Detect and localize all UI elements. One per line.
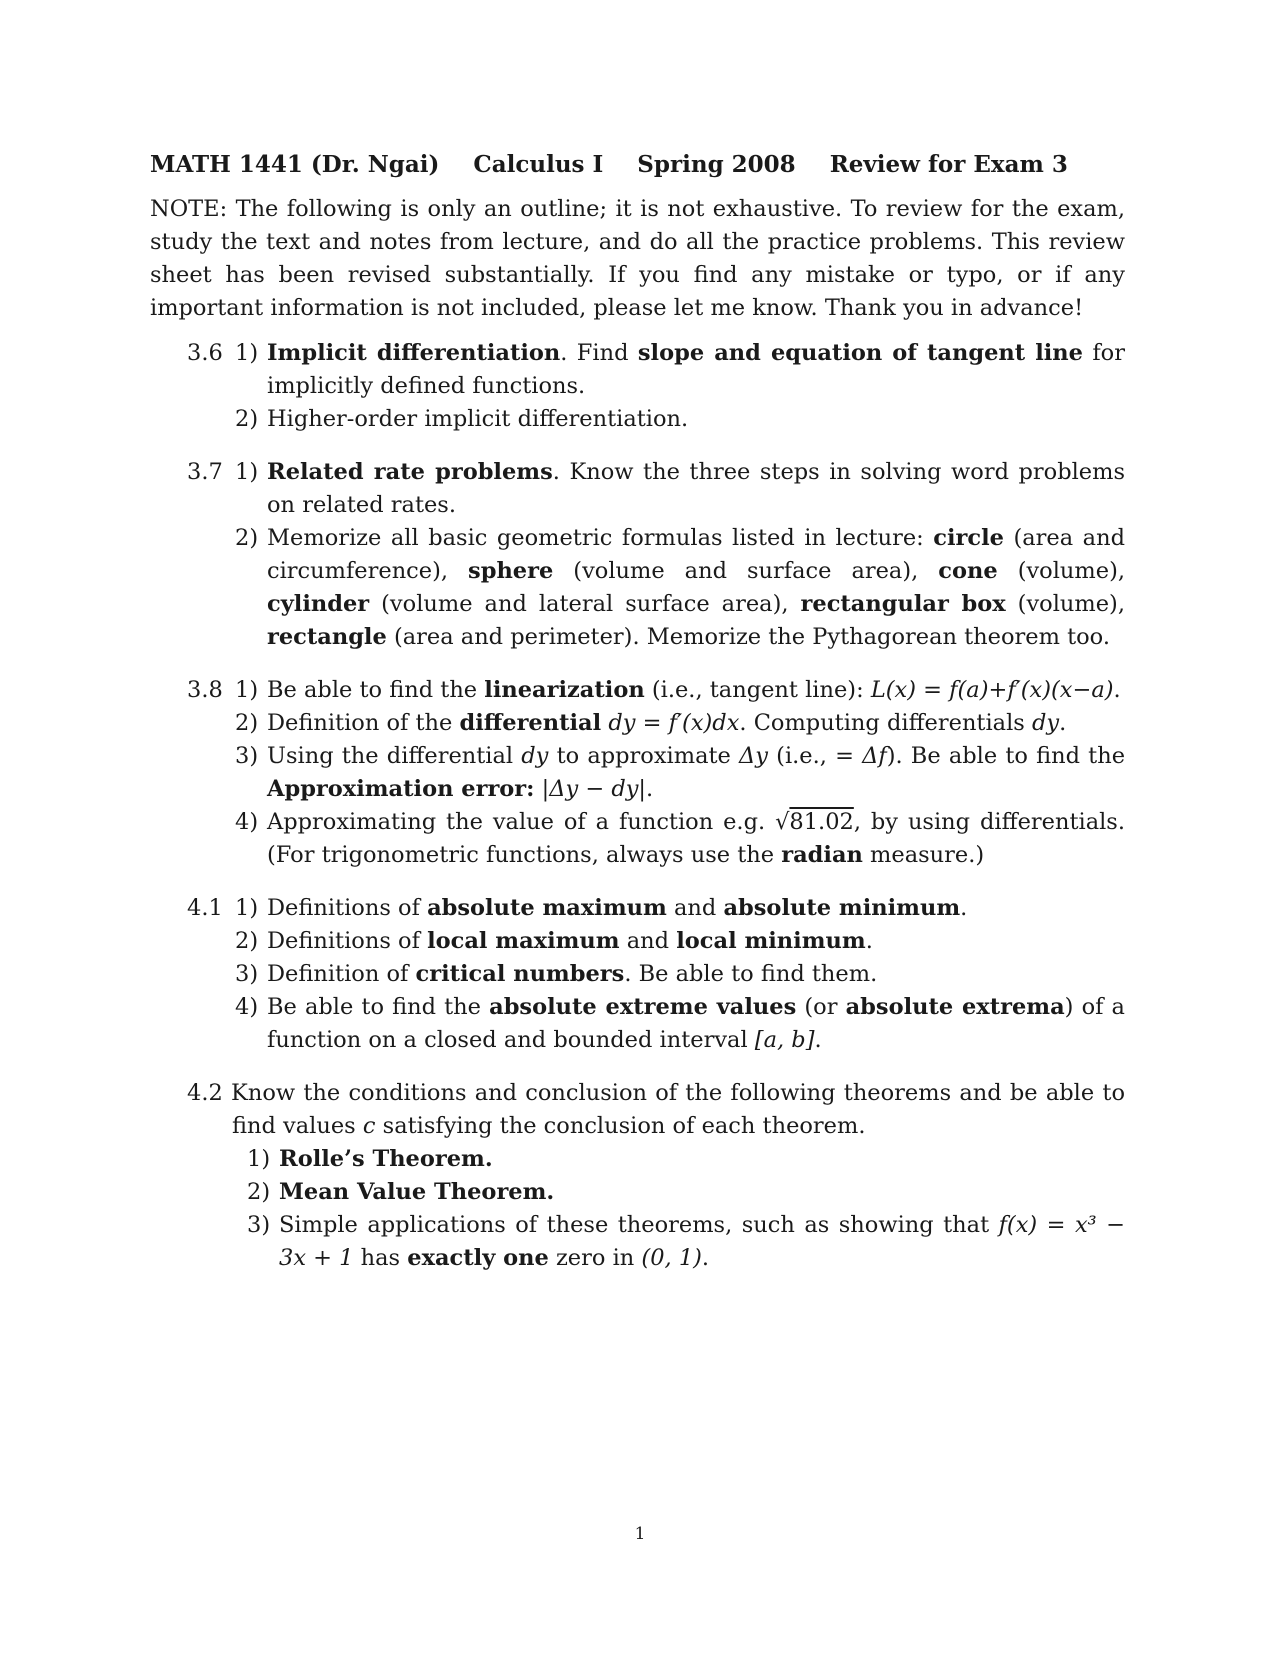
section-number: 4.1 (187, 895, 223, 921)
subject-label: Calculus I (473, 151, 604, 178)
section-3-7 (150, 456, 1125, 654)
section-4-2 (187, 1077, 1125, 1275)
list-item: 2) Definition of the differential dy = f′(x)dx. Computing differentials dy. (235, 710, 1067, 736)
list-item: 3) Definition of critical numbers. Be able to find them. (235, 961, 878, 987)
list-item: 2) Memorize all basic geometric formulas listed in lecture: circle (area and circumference), sphere (volume and surface area), cone (volume), cylinder (volume and lateral surface area), rectangular box (volume), rectangle (area and perimeter). Memorize the Pythagorean theorem too. (235, 525, 1125, 650)
list-item: 1) Definitions of absolute maximum and absolute minimum. (235, 895, 968, 921)
page-title (150, 148, 1125, 181)
list-item: 1) Related rate problems. Know the three steps in solving word problems on related rates. (235, 459, 1125, 518)
section-number: 3.8 (187, 677, 223, 703)
section-number: 3.7 (187, 459, 223, 485)
list-item: 2) Mean Value Theorem. (247, 1179, 555, 1205)
list-item: 3) Simple applications of these theorems, such as showing that f(x) = x³ − 3x + 1 has exactly one zero in (0, 1). (247, 1212, 1125, 1271)
list-item: 2) Definitions of local maximum and local minimum. (235, 928, 873, 954)
list-item: 2) Higher-order implicit differentiation. (235, 406, 689, 432)
list-item: 4) Approximating the value of a function e.g. √81.02, by using differentials. (For trigonometric functions, always use the radian measure.) (235, 809, 1126, 868)
page-number: 1 (634, 1524, 646, 1544)
section-3-6 (150, 337, 1125, 436)
doc-label: Review for Exam 3 (829, 151, 1068, 178)
radicand: 81.02 (789, 809, 854, 835)
section-number: 4.2 (187, 1080, 223, 1106)
note-paragraph: NOTE: The following is only an outline; it is not exhaustive. To review for the exam, study the text and notes from lecture, and do all the practice problems. This review sheet has been revised substantially. If you find any mistake or typo, or if any important information is not included, please let me know. Thank you in advance! (150, 196, 1125, 321)
section-4-1 (150, 892, 1125, 1057)
list-item: 1) Be able to find the linearization (i.e., tangent line): L(x) = f(a)+f′(x)(x−a). (235, 677, 1121, 703)
section-number: 3.6 (187, 340, 223, 366)
term-label: Spring 2008 (637, 151, 796, 178)
list-item: 1) Implicit differentiation. Find slope and equation of tangent line for implicitly defined functions. (235, 340, 1125, 399)
list-item: 3) Using the differential dy to approximate Δy (i.e., = Δf). Be able to find the Approximation error: |Δy − dy|. (235, 743, 1126, 802)
section-3-8 (150, 674, 1125, 872)
section-intro: 4.2 Know the conditions and conclusion of the following theorems and be able to find values c satisfying the conclusion of each theorem. (187, 1080, 1125, 1139)
list-item: 4) Be able to find the absolute extreme values (or absolute extrema) of a function on a closed and bounded interval [a, b]. (235, 994, 1125, 1053)
document-page (150, 148, 1125, 1275)
course-label: MATH 1441 (Dr. Ngai) (150, 151, 440, 178)
list-item: 1) Rolle’s Theorem. (247, 1146, 493, 1172)
